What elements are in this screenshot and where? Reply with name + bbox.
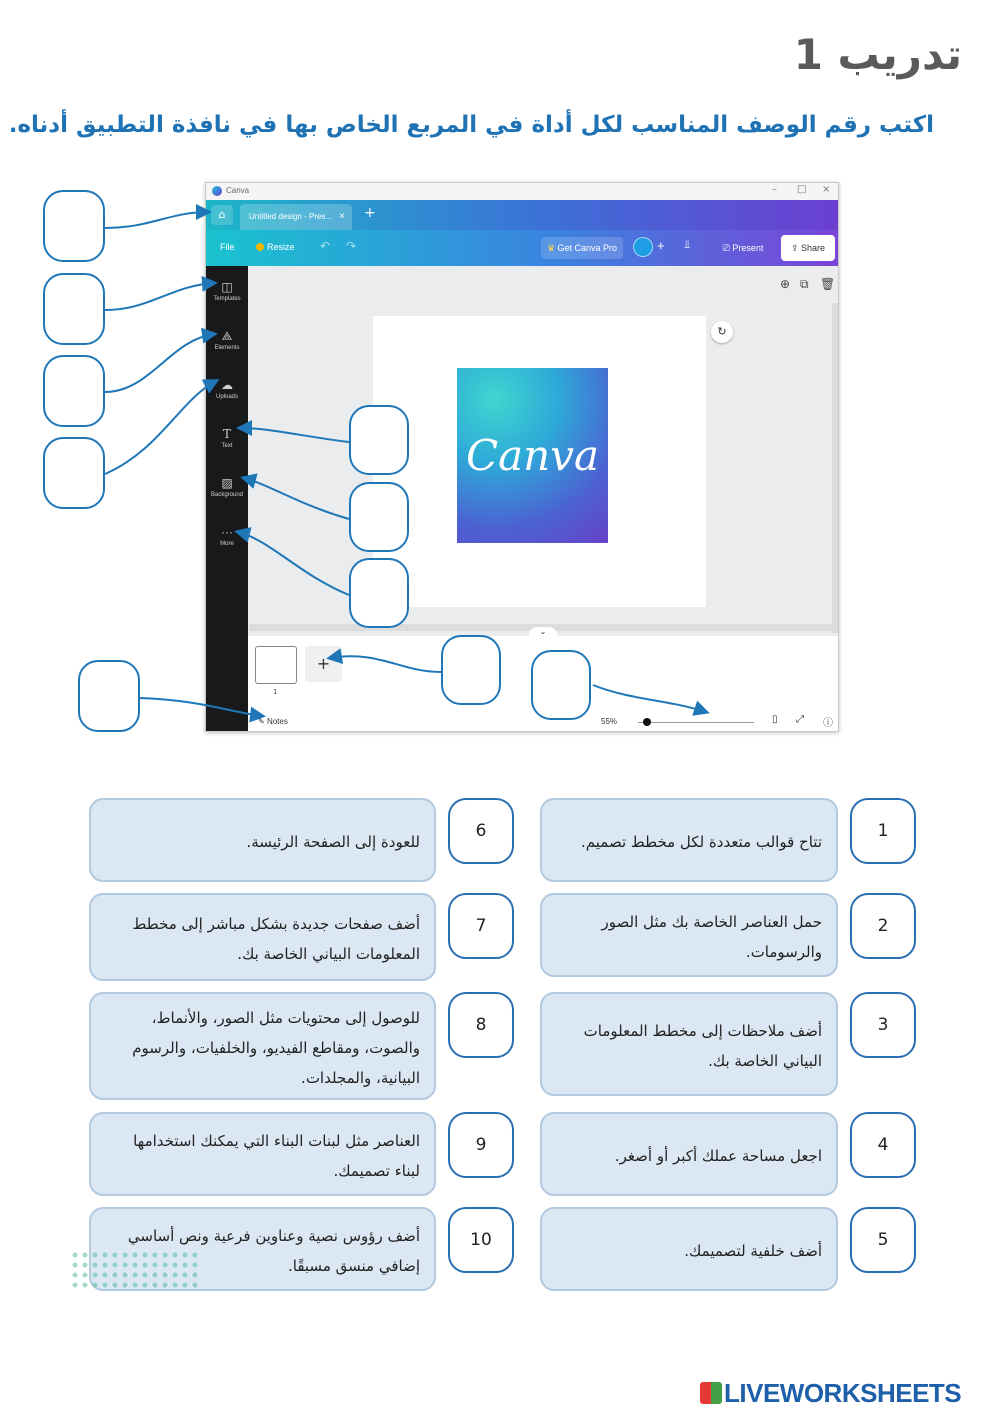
- answer-description-text: اجعل مساحة عملك أكبر أو أصغر.: [614, 1147, 822, 1165]
- answer-description: [89, 992, 436, 1100]
- share-label: Share: [801, 243, 826, 253]
- arrow-home: [105, 212, 208, 228]
- maximize-icon: □: [797, 184, 807, 195]
- answer-description-text: تتاح قوالب متعددة لكل مخطط تصميم.: [581, 833, 822, 851]
- answer-description: [540, 798, 838, 882]
- tab-close-icon[interactable]: ×: [339, 211, 345, 222]
- notes-button[interactable]: [258, 717, 288, 726]
- answer-box-add-page[interactable]: [441, 635, 501, 705]
- answer-description-text: أضف رؤوس نصية وعناوين فرعية ونص أساسي إضافي منسق مسبقًا.: [127, 1227, 420, 1275]
- zoom-slider-track[interactable]: [638, 722, 754, 723]
- answer-description: [89, 893, 436, 981]
- answer-description: [540, 992, 838, 1096]
- answer-box-background[interactable]: [349, 482, 409, 552]
- add-page-button[interactable]: +: [305, 646, 342, 682]
- answer-number: 3: [850, 992, 916, 1058]
- present-icon: ⎚: [722, 243, 733, 253]
- answer-number: 10: [448, 1207, 514, 1273]
- answer-number: 6: [448, 798, 514, 864]
- sidebar-item-text[interactable]: [206, 427, 248, 449]
- sidebar-item-more[interactable]: [206, 525, 248, 547]
- sidebar-item-uploads[interactable]: [206, 378, 248, 400]
- document-tab-title: Untitled design - Pres...: [249, 212, 333, 221]
- fullscreen-icon[interactable]: ⤢: [796, 714, 804, 725]
- answer-description: [540, 893, 838, 977]
- answer-description: [540, 1207, 838, 1291]
- window-titlebar: [206, 183, 838, 200]
- arrow-elements: [105, 334, 214, 392]
- tab-bar: [206, 200, 838, 230]
- templates-icon: ◫: [221, 280, 233, 294]
- notes-label: Notes: [266, 717, 288, 726]
- resize-label: Resize: [267, 242, 295, 252]
- answer-number: 4: [850, 1112, 916, 1178]
- zoom-slider-handle[interactable]: [643, 718, 651, 726]
- answer-description: [89, 1112, 436, 1196]
- get-canva-pro-button[interactable]: [541, 237, 623, 259]
- answer-box-more[interactable]: [349, 558, 409, 628]
- chevron-down-icon[interactable]: ⌄: [529, 627, 557, 637]
- present-button[interactable]: [712, 237, 774, 259]
- add-member-icon[interactable]: +: [657, 238, 665, 253]
- answer-description-text: العناصر مثل لبنات البناء التي يمكنك استخدامها لبناء تصميمك.: [133, 1132, 420, 1180]
- canva-logo-image: [457, 368, 608, 543]
- redo-icon[interactable]: ↷: [346, 239, 357, 253]
- sidebar-label: Background: [210, 492, 244, 498]
- menu-bar: [206, 230, 838, 266]
- canva-logo-icon: [212, 186, 222, 196]
- new-tab-button[interactable]: +: [364, 205, 376, 221]
- resize-button[interactable]: [256, 242, 295, 252]
- elements-icon: ⟁: [221, 329, 233, 343]
- answer-number: 5: [850, 1207, 916, 1273]
- answer-description: [89, 798, 436, 882]
- sidebar: [206, 266, 248, 732]
- text-icon: T: [222, 427, 231, 441]
- insights-icon[interactable]: ⫫: [684, 239, 691, 251]
- answer-number: 8: [448, 992, 514, 1058]
- arrow-templates: [105, 283, 214, 310]
- answer-box-zoom[interactable]: [531, 650, 591, 720]
- help-icon[interactable]: ⓘ: [823, 718, 833, 729]
- sidebar-label: More: [220, 541, 234, 547]
- answer-description-text: أضف خلفية لتصميمك.: [684, 1242, 822, 1260]
- answer-description-text: أضف ملاحظات إلى مخطط المعلومات البياني الخاصة بك.: [583, 1022, 822, 1070]
- present-label: Present: [732, 243, 764, 253]
- page-count-icon[interactable]: ▯: [772, 714, 778, 725]
- answer-description-text: أضف صفحات جديدة بشكل مباشر إلى مخطط المعلومات البياني الخاصة بك.: [132, 915, 420, 963]
- sidebar-item-elements[interactable]: [206, 329, 248, 351]
- canva-logo-text: Canva: [466, 431, 599, 480]
- answer-description: [540, 1112, 838, 1196]
- zoom-level: 55%: [601, 717, 618, 726]
- undo-icon[interactable]: ↶: [320, 239, 331, 253]
- answer-box-elements[interactable]: [43, 355, 105, 427]
- window-app-name: Canva: [226, 186, 250, 195]
- document-tab[interactable]: [240, 204, 352, 230]
- answer-number: 9: [448, 1112, 514, 1178]
- answer-description-text: حمل العناصر الخاصة بك مثل الصور والرسومات.: [601, 913, 822, 961]
- canva-window: [205, 182, 839, 732]
- minimize-icon: –: [772, 184, 777, 195]
- footer-brand: [700, 1378, 961, 1409]
- liveworksheets-logo-icon: [700, 1382, 722, 1404]
- sidebar-label: Templates: [213, 296, 241, 302]
- delete-page-icon[interactable]: 🗑: [820, 277, 836, 291]
- add-page-icon[interactable]: ⊕: [780, 277, 791, 291]
- arrow-uploads: [105, 381, 216, 474]
- answer-description-text: للوصول إلى محتويات مثل الصور، والأنماط، والصوت، ومقاطع الفيديو، والخلفيات، والرسوم البيانية، والمجلدات.: [132, 1009, 420, 1087]
- share-button[interactable]: [781, 235, 835, 261]
- vertical-scrollbar[interactable]: [832, 303, 838, 633]
- answer-number: 1: [850, 798, 916, 864]
- upload-cloud-icon: ☁: [221, 378, 233, 392]
- duplicate-page-icon[interactable]: ⧉: [800, 277, 809, 291]
- instruction-text: اكتب رقم الوصف المناسب لكل أداة في المربع الخاص بها في نافذة التطبيق أدناه.: [8, 112, 934, 138]
- close-icon: ×: [822, 184, 831, 195]
- answer-number: 2: [850, 893, 916, 959]
- answer-box-notes[interactable]: [78, 660, 140, 732]
- refresh-icon[interactable]: ↻: [711, 321, 733, 343]
- share-icon: ⇪: [790, 243, 801, 253]
- answer-box-uploads[interactable]: [43, 437, 105, 509]
- crown-icon: ♛: [546, 243, 558, 253]
- crown-icon: [256, 243, 264, 251]
- home-button[interactable]: ⌂: [211, 205, 233, 225]
- sidebar-label: Text: [221, 443, 233, 449]
- sidebar-item-background[interactable]: [206, 476, 248, 498]
- answer-description-text: للعودة إلى الصفحة الرئيسة.: [246, 833, 420, 851]
- answer-box-templates[interactable]: [43, 273, 105, 345]
- sidebar-item-templates[interactable]: [206, 280, 248, 302]
- decorative-dots: [70, 1250, 200, 1290]
- more-icon: ···: [221, 525, 233, 539]
- file-menu[interactable]: File: [220, 242, 235, 252]
- answer-box-text[interactable]: [349, 405, 409, 475]
- page-thumbnail[interactable]: [255, 646, 297, 684]
- sidebar-label: Uploads: [215, 394, 238, 400]
- page-number: 1: [273, 688, 278, 696]
- background-icon: ▨: [221, 476, 233, 490]
- avatar[interactable]: [633, 237, 653, 257]
- answer-number: 7: [448, 893, 514, 959]
- sidebar-label: Elements: [214, 345, 240, 351]
- page-title: تدريب 1: [793, 30, 962, 79]
- footer-brand-text: LIVEWORKSHEETS: [724, 1378, 962, 1408]
- notes-icon: ✎: [258, 717, 267, 726]
- answer-box-home[interactable]: [43, 190, 105, 262]
- get-pro-label: Get Canva Pro: [557, 243, 618, 253]
